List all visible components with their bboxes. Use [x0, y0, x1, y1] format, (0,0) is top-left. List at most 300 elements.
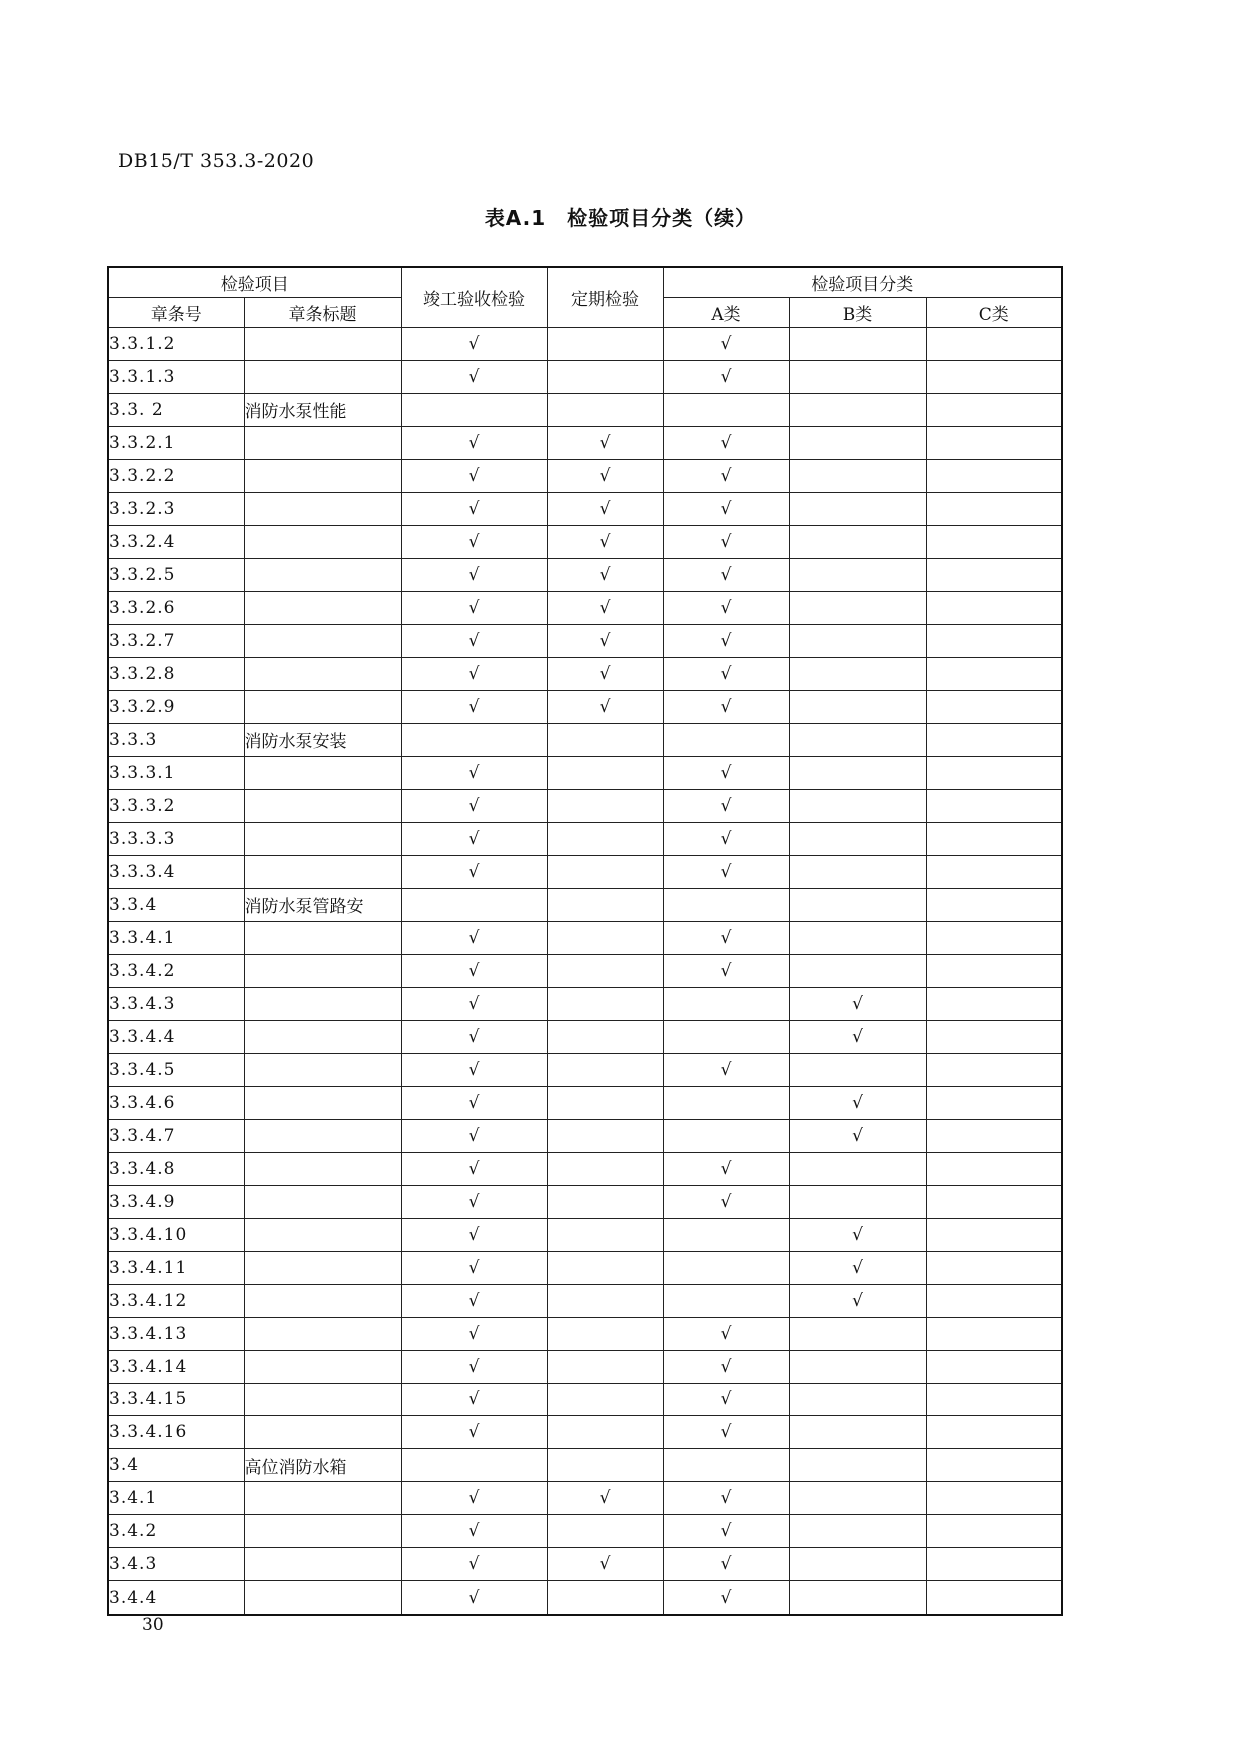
check-completion-cell: √: [401, 624, 547, 657]
document-code: DB15/T 353.3-2020: [118, 150, 315, 172]
check-class-c-cell: [926, 1284, 1062, 1317]
check-completion-cell: √: [401, 690, 547, 723]
check-class-a-cell: √: [663, 328, 789, 361]
check-class-b-cell: [789, 426, 926, 459]
check-class-a-cell: [663, 1284, 789, 1317]
table-row: [108, 1053, 1062, 1086]
table-row: [108, 1482, 1062, 1515]
clause-number-cell: 3.3.2.9: [108, 690, 244, 723]
check-class-c-cell: [926, 789, 1062, 822]
check-class-a-cell: √: [663, 492, 789, 525]
clause-title-cell: [244, 1020, 401, 1053]
check-periodic-cell: √: [547, 426, 663, 459]
check-class-b-cell: [789, 624, 926, 657]
check-class-c-cell: [926, 954, 1062, 987]
clause-number-cell: 3.4.3: [108, 1548, 244, 1581]
check-class-b-cell: [789, 1185, 926, 1218]
check-class-c-cell: [926, 1086, 1062, 1119]
check-completion-cell: √: [401, 1515, 547, 1548]
check-class-b-cell: [789, 1515, 926, 1548]
check-class-a-cell: [663, 1449, 789, 1482]
check-class-c-cell: [926, 426, 1062, 459]
check-class-c-cell: [926, 1416, 1062, 1449]
check-class-c-cell: [926, 1482, 1062, 1515]
check-completion-cell: √: [401, 657, 547, 690]
check-class-a-cell: √: [663, 756, 789, 789]
check-periodic-cell: √: [547, 690, 663, 723]
page-number: 30: [142, 1615, 164, 1635]
check-class-b-cell: [789, 1548, 926, 1581]
check-class-a-cell: √: [663, 954, 789, 987]
table-row: [108, 1350, 1062, 1383]
check-class-c-cell: [926, 1218, 1062, 1251]
clause-title-cell: [244, 360, 401, 393]
check-class-a-cell: √: [663, 1548, 789, 1581]
table-row: [108, 1548, 1062, 1581]
check-class-a-cell: √: [663, 1152, 789, 1185]
clause-title-cell: [244, 591, 401, 624]
check-completion-cell: √: [401, 1218, 547, 1251]
check-class-a-cell: √: [663, 1350, 789, 1383]
clause-number-cell: 3.3.4.3: [108, 987, 244, 1020]
check-class-c-cell: [926, 1119, 1062, 1152]
check-class-c-cell: [926, 1053, 1062, 1086]
check-periodic-cell: √: [547, 492, 663, 525]
check-class-b-cell: [789, 756, 926, 789]
clause-number-cell: 3.3.4.6: [108, 1086, 244, 1119]
check-completion-cell: [401, 393, 547, 426]
check-class-a-cell: √: [663, 1515, 789, 1548]
check-class-b-cell: [789, 921, 926, 954]
check-class-c-cell: [926, 723, 1062, 756]
clause-title-cell: 消防水泵安装: [244, 723, 401, 756]
check-class-b-cell: [789, 1317, 926, 1350]
inspection-classification-table: [107, 266, 1063, 1616]
clause-title-cell: [244, 987, 401, 1020]
check-completion-cell: √: [401, 558, 547, 591]
clause-title-cell: [244, 921, 401, 954]
check-class-c-cell: [926, 888, 1062, 921]
check-class-c-cell: [926, 1152, 1062, 1185]
table-row: [108, 1416, 1062, 1449]
check-class-b-cell: √: [789, 1284, 926, 1317]
table-row: [108, 1218, 1062, 1251]
check-class-c-cell: [926, 360, 1062, 393]
table-row: [108, 492, 1062, 525]
table-row: [108, 657, 1062, 690]
header-class-a: A类: [663, 298, 789, 328]
check-periodic-cell: √: [547, 1548, 663, 1581]
check-completion-cell: √: [401, 1548, 547, 1581]
clause-number-cell: 3.3.1.2: [108, 328, 244, 361]
table-row: [108, 591, 1062, 624]
header-completion-inspection: 竣工验收检验: [401, 267, 547, 328]
check-class-b-cell: √: [789, 1020, 926, 1053]
check-completion-cell: √: [401, 1119, 547, 1152]
table-row: [108, 1152, 1062, 1185]
check-periodic-cell: [547, 1416, 663, 1449]
table-title: 表A.1 检验项目分类（续）: [484, 206, 757, 230]
clause-title-cell: [244, 954, 401, 987]
check-class-b-cell: √: [789, 1119, 926, 1152]
check-class-b-cell: [789, 1053, 926, 1086]
check-class-c-cell: [926, 1251, 1062, 1284]
clause-number-cell: 3.3.4.12: [108, 1284, 244, 1317]
check-class-c-cell: [926, 1350, 1062, 1383]
clause-number-cell: 3.3.4.11: [108, 1251, 244, 1284]
check-class-b-cell: [789, 1152, 926, 1185]
check-class-b-cell: [789, 855, 926, 888]
check-periodic-cell: [547, 1020, 663, 1053]
check-periodic-cell: [547, 1515, 663, 1548]
check-class-a-cell: [663, 1119, 789, 1152]
check-periodic-cell: [547, 1383, 663, 1416]
clause-title-cell: [244, 756, 401, 789]
check-class-b-cell: [789, 954, 926, 987]
check-class-b-cell: [789, 888, 926, 921]
check-periodic-cell: [547, 1449, 663, 1482]
clause-title-cell: [244, 1482, 401, 1515]
table-row: [108, 525, 1062, 558]
check-periodic-cell: [547, 1119, 663, 1152]
check-class-c-cell: [926, 393, 1062, 426]
check-periodic-cell: [547, 756, 663, 789]
clause-number-cell: 3.3.4.13: [108, 1317, 244, 1350]
check-completion-cell: √: [401, 459, 547, 492]
clause-title-cell: [244, 1515, 401, 1548]
table-row: [108, 888, 1062, 921]
check-class-a-cell: √: [663, 921, 789, 954]
check-periodic-cell: √: [547, 591, 663, 624]
check-completion-cell: √: [401, 1581, 547, 1615]
clause-number-cell: 3.3.4.5: [108, 1053, 244, 1086]
header-clause-number: 章条号: [108, 298, 244, 328]
clause-title-cell: 消防水泵管路安: [244, 888, 401, 921]
check-completion-cell: [401, 723, 547, 756]
check-class-b-cell: [789, 525, 926, 558]
clause-number-cell: 3.3.4.16: [108, 1416, 244, 1449]
clause-number-cell: 3.3.2.5: [108, 558, 244, 591]
clause-title-cell: [244, 624, 401, 657]
check-class-c-cell: [926, 1581, 1062, 1615]
check-completion-cell: √: [401, 921, 547, 954]
check-class-b-cell: [789, 690, 926, 723]
clause-title-cell: [244, 492, 401, 525]
check-completion-cell: √: [401, 1020, 547, 1053]
table-row: [108, 921, 1062, 954]
clause-number-cell: 3.3.4.8: [108, 1152, 244, 1185]
clause-number-cell: 3.3.4.10: [108, 1218, 244, 1251]
check-class-c-cell: [926, 657, 1062, 690]
check-class-c-cell: [926, 987, 1062, 1020]
check-class-c-cell: [926, 1185, 1062, 1218]
table-row: [108, 1185, 1062, 1218]
table-row: [108, 328, 1062, 361]
clause-title-cell: [244, 1581, 401, 1615]
check-periodic-cell: [547, 723, 663, 756]
check-class-b-cell: [789, 822, 926, 855]
header-clause-title: 章条标题: [244, 298, 401, 328]
check-class-c-cell: [926, 1449, 1062, 1482]
clause-title-cell: [244, 1086, 401, 1119]
check-completion-cell: √: [401, 1284, 547, 1317]
check-class-a-cell: [663, 1020, 789, 1053]
check-periodic-cell: [547, 987, 663, 1020]
clause-number-cell: 3.3.2.1: [108, 426, 244, 459]
table-row: [108, 459, 1062, 492]
clause-number-cell: 3.3.4.2: [108, 954, 244, 987]
check-class-a-cell: √: [663, 1416, 789, 1449]
clause-title-cell: [244, 657, 401, 690]
table-row: [108, 756, 1062, 789]
clause-title-cell: [244, 1053, 401, 1086]
check-completion-cell: √: [401, 360, 547, 393]
check-periodic-cell: √: [547, 657, 663, 690]
check-completion-cell: [401, 1449, 547, 1482]
check-class-c-cell: [926, 1548, 1062, 1581]
clause-title-cell: 高位消防水箱: [244, 1449, 401, 1482]
check-class-b-cell: [789, 328, 926, 361]
check-periodic-cell: [547, 1350, 663, 1383]
check-class-c-cell: [926, 1515, 1062, 1548]
clause-title-cell: [244, 1152, 401, 1185]
table-row: [108, 393, 1062, 426]
clause-title-cell: [244, 525, 401, 558]
check-completion-cell: √: [401, 1416, 547, 1449]
table-row: [108, 789, 1062, 822]
check-periodic-cell: [547, 954, 663, 987]
header-group-inspection-item: 检验项目: [108, 267, 401, 298]
check-completion-cell: √: [401, 1053, 547, 1086]
header-class-c: C类: [926, 298, 1062, 328]
clause-title-cell: [244, 459, 401, 492]
check-periodic-cell: [547, 1251, 663, 1284]
check-periodic-cell: [547, 789, 663, 822]
check-completion-cell: √: [401, 855, 547, 888]
check-class-a-cell: √: [663, 789, 789, 822]
check-class-c-cell: [926, 822, 1062, 855]
check-class-b-cell: [789, 1416, 926, 1449]
check-class-a-cell: √: [663, 855, 789, 888]
table-row: [108, 360, 1062, 393]
clause-title-cell: [244, 1284, 401, 1317]
check-completion-cell: [401, 888, 547, 921]
check-class-b-cell: √: [789, 1086, 926, 1119]
table-row: [108, 822, 1062, 855]
check-class-a-cell: √: [663, 1185, 789, 1218]
check-completion-cell: √: [401, 1152, 547, 1185]
clause-number-cell: 3.3.2.2: [108, 459, 244, 492]
check-class-a-cell: √: [663, 624, 789, 657]
table-row: [108, 723, 1062, 756]
check-class-b-cell: [789, 360, 926, 393]
check-class-c-cell: [926, 459, 1062, 492]
check-periodic-cell: [547, 822, 663, 855]
check-class-b-cell: [789, 492, 926, 525]
check-class-b-cell: [789, 1482, 926, 1515]
table-row: [108, 690, 1062, 723]
check-periodic-cell: [547, 1152, 663, 1185]
check-periodic-cell: [547, 1053, 663, 1086]
check-completion-cell: √: [401, 328, 547, 361]
check-completion-cell: √: [401, 492, 547, 525]
check-completion-cell: √: [401, 591, 547, 624]
check-class-b-cell: [789, 1350, 926, 1383]
check-class-c-cell: [926, 690, 1062, 723]
check-class-a-cell: √: [663, 822, 789, 855]
check-class-c-cell: [926, 1317, 1062, 1350]
check-class-b-cell: [789, 459, 926, 492]
check-class-b-cell: [789, 657, 926, 690]
check-class-a-cell: [663, 1218, 789, 1251]
check-periodic-cell: [547, 1581, 663, 1615]
check-class-c-cell: [926, 558, 1062, 591]
check-class-a-cell: [663, 888, 789, 921]
check-class-c-cell: [926, 591, 1062, 624]
check-completion-cell: √: [401, 1251, 547, 1284]
check-class-a-cell: [663, 393, 789, 426]
check-class-a-cell: √: [663, 1053, 789, 1086]
clause-number-cell: 3.3.2.3: [108, 492, 244, 525]
check-completion-cell: √: [401, 1350, 547, 1383]
check-class-a-cell: √: [663, 360, 789, 393]
table-row: [108, 954, 1062, 987]
check-class-a-cell: √: [663, 426, 789, 459]
check-class-b-cell: [789, 1383, 926, 1416]
clause-number-cell: 3.4: [108, 1449, 244, 1482]
clause-title-cell: [244, 558, 401, 591]
clause-title-cell: [244, 426, 401, 459]
check-class-b-cell: [789, 789, 926, 822]
clause-number-cell: 3.3.4.7: [108, 1119, 244, 1152]
check-class-c-cell: [926, 756, 1062, 789]
check-completion-cell: √: [401, 1383, 547, 1416]
check-class-c-cell: [926, 525, 1062, 558]
check-periodic-cell: √: [547, 624, 663, 657]
check-class-c-cell: [926, 624, 1062, 657]
table-row: [108, 1251, 1062, 1284]
check-class-c-cell: [926, 855, 1062, 888]
clause-number-cell: 3.3.2.8: [108, 657, 244, 690]
check-periodic-cell: [547, 1086, 663, 1119]
check-completion-cell: √: [401, 822, 547, 855]
check-class-c-cell: [926, 492, 1062, 525]
check-periodic-cell: [547, 1317, 663, 1350]
table-row: [108, 1020, 1062, 1053]
clause-title-cell: [244, 789, 401, 822]
header-group-classification: 检验项目分类: [663, 267, 1062, 298]
check-class-c-cell: [926, 328, 1062, 361]
check-periodic-cell: [547, 360, 663, 393]
check-completion-cell: √: [401, 525, 547, 558]
check-class-a-cell: [663, 1251, 789, 1284]
clause-title-cell: [244, 1548, 401, 1581]
check-class-b-cell: [789, 558, 926, 591]
clause-title-cell: [244, 1119, 401, 1152]
check-class-a-cell: √: [663, 591, 789, 624]
check-class-c-cell: [926, 921, 1062, 954]
check-periodic-cell: [547, 888, 663, 921]
clause-title-cell: [244, 822, 401, 855]
check-completion-cell: √: [401, 426, 547, 459]
check-periodic-cell: [547, 1185, 663, 1218]
table-row: [108, 1317, 1062, 1350]
clause-number-cell: 3.3.3.3: [108, 822, 244, 855]
clause-number-cell: 3.3.3.4: [108, 855, 244, 888]
clause-number-cell: 3.3.3.1: [108, 756, 244, 789]
table-row: [108, 1581, 1062, 1615]
table-row: [108, 1515, 1062, 1548]
clause-number-cell: 3.4.1: [108, 1482, 244, 1515]
check-periodic-cell: [547, 1218, 663, 1251]
clause-title-cell: [244, 1383, 401, 1416]
clause-number-cell: 3.3.2.7: [108, 624, 244, 657]
clause-number-cell: 3.3.3: [108, 723, 244, 756]
check-class-b-cell: [789, 1581, 926, 1615]
header-class-b: B类: [789, 298, 926, 328]
clause-number-cell: 3.3.4.9: [108, 1185, 244, 1218]
check-class-a-cell: [663, 1086, 789, 1119]
check-class-a-cell: √: [663, 1482, 789, 1515]
check-class-c-cell: [926, 1383, 1062, 1416]
header-periodic-inspection: 定期检验: [547, 267, 663, 328]
clause-number-cell: 3.4.2: [108, 1515, 244, 1548]
check-periodic-cell: √: [547, 1482, 663, 1515]
check-periodic-cell: √: [547, 525, 663, 558]
check-class-a-cell: √: [663, 690, 789, 723]
clause-title-cell: [244, 1317, 401, 1350]
check-class-b-cell: [789, 1449, 926, 1482]
check-class-a-cell: [663, 987, 789, 1020]
check-completion-cell: √: [401, 1482, 547, 1515]
check-completion-cell: √: [401, 987, 547, 1020]
clause-number-cell: 3.3.2.6: [108, 591, 244, 624]
clause-number-cell: 3.3.4.4: [108, 1020, 244, 1053]
clause-title-cell: [244, 1251, 401, 1284]
check-class-a-cell: [663, 723, 789, 756]
table-row: [108, 426, 1062, 459]
check-periodic-cell: [547, 921, 663, 954]
check-class-b-cell: √: [789, 987, 926, 1020]
clause-number-cell: 3.3.4.15: [108, 1383, 244, 1416]
check-periodic-cell: [547, 393, 663, 426]
check-class-a-cell: √: [663, 1581, 789, 1615]
clause-title-cell: [244, 1416, 401, 1449]
check-class-b-cell: [789, 723, 926, 756]
clause-number-cell: 3.3.1.3: [108, 360, 244, 393]
table-row: [108, 1284, 1062, 1317]
clause-number-cell: 3.4.4: [108, 1581, 244, 1615]
clause-number-cell: 3.3.2.4: [108, 525, 244, 558]
table-row: [108, 855, 1062, 888]
check-completion-cell: √: [401, 1185, 547, 1218]
table-row: [108, 624, 1062, 657]
clause-number-cell: 3.3. 2: [108, 393, 244, 426]
clause-number-cell: 3.3.3.2: [108, 789, 244, 822]
check-completion-cell: √: [401, 1317, 547, 1350]
check-class-b-cell: [789, 393, 926, 426]
clause-title-cell: [244, 1185, 401, 1218]
check-periodic-cell: √: [547, 459, 663, 492]
table-row: [108, 1119, 1062, 1152]
table-row: [108, 558, 1062, 591]
check-class-c-cell: [926, 1020, 1062, 1053]
check-class-a-cell: √: [663, 525, 789, 558]
check-class-a-cell: √: [663, 1383, 789, 1416]
check-completion-cell: √: [401, 789, 547, 822]
check-class-a-cell: √: [663, 1317, 789, 1350]
check-completion-cell: √: [401, 756, 547, 789]
